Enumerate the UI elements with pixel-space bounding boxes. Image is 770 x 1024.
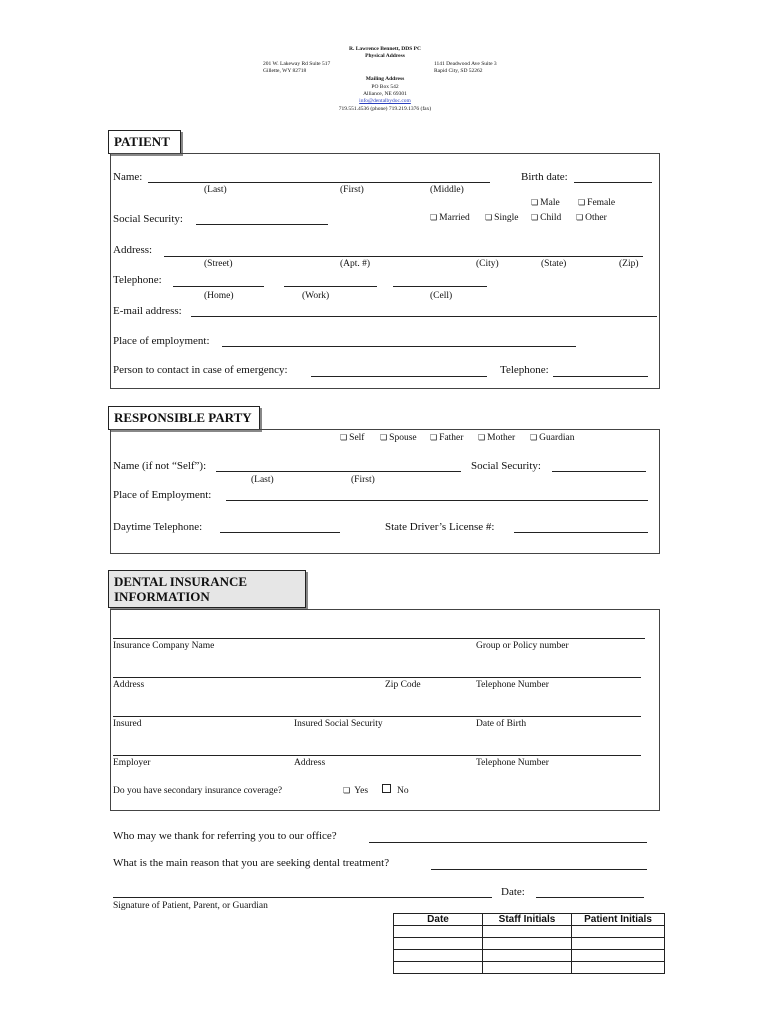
employer-telephone-caption: Telephone Number: [476, 758, 549, 768]
drivers-license-label: State Driver’s License #:: [385, 521, 495, 533]
daytime-telephone-label: Daytime Telephone:: [113, 521, 203, 533]
father-checkbox[interactable]: [430, 433, 463, 443]
other-checkbox[interactable]: [576, 213, 607, 223]
responsible-name-field[interactable]: [216, 471, 461, 472]
checkbox-icon: [578, 198, 587, 208]
reason-question: What is the main reason that you are seeking dental treatment?: [113, 857, 390, 869]
physical-address-label: Physical Address: [365, 53, 405, 59]
guardian-label: Guardian: [539, 433, 575, 443]
employer-field[interactable]: [113, 755, 641, 756]
emergency-contact-field[interactable]: [311, 376, 487, 377]
self-checkbox[interactable]: [340, 433, 364, 443]
married-label: Married: [439, 213, 470, 223]
birth-date-label: Birth date:: [521, 171, 568, 183]
table-cell[interactable]: [483, 938, 572, 950]
responsible-employment-label: Place of Employment:: [113, 489, 212, 501]
insured-field[interactable]: [113, 716, 641, 717]
insurance-company-field[interactable]: [113, 638, 645, 639]
male-label: Male: [540, 198, 560, 208]
daytime-telephone-field[interactable]: [220, 532, 340, 533]
checkbox-icon: [380, 433, 389, 443]
checkbox-icon: [430, 433, 439, 443]
responsible-last-caption: (Last): [251, 475, 274, 485]
employment-field[interactable]: [222, 346, 576, 347]
table-cell[interactable]: [572, 950, 665, 962]
address-left-line1: 201 W. Lakeway Rd Suite 517: [263, 61, 331, 67]
practice-name: R. Lawrence Bennett, DDS PC: [348, 46, 421, 52]
female-label: Female: [587, 198, 616, 208]
insurance-section-title: [108, 570, 306, 608]
referral-field[interactable]: [369, 842, 647, 843]
insured-caption: Insured: [113, 719, 142, 729]
spouse-label: Spouse: [389, 433, 417, 443]
table-cell[interactable]: [483, 926, 572, 938]
guardian-checkbox[interactable]: [530, 433, 575, 443]
table-cell[interactable]: [394, 950, 483, 962]
self-label: Self: [349, 433, 365, 443]
address-left-line2: Gillette, WY 82718: [263, 68, 307, 74]
signature-date-label: Date:: [501, 886, 525, 898]
table-cell[interactable]: [394, 962, 483, 974]
insurance-title-line1: DENTAL INSURANCE: [114, 574, 248, 589]
reason-field[interactable]: [431, 869, 647, 870]
insured-ss-caption: Insured Social Security: [294, 719, 383, 729]
social-security-label: Social Security:: [113, 213, 183, 225]
email-field[interactable]: [191, 316, 657, 317]
phone-fax: 719.551.4536 (phone) 719.219.1376 (fax): [338, 106, 432, 112]
patient-box: [110, 153, 660, 389]
emergency-contact-label: Person to contact in case of emergency:: [113, 364, 288, 376]
address-left: [263, 61, 330, 75]
checkbox-icon: [531, 213, 540, 223]
checkbox-icon: [531, 198, 540, 208]
checkbox-icon: [576, 213, 585, 223]
checkbox-icon: [343, 786, 352, 796]
responsible-ss-label: Social Security:: [471, 460, 541, 472]
emergency-phone-label: Telephone:: [500, 364, 549, 376]
address-field[interactable]: [164, 256, 643, 257]
checkbox-icon: [478, 433, 487, 443]
responsible-ss-field[interactable]: [552, 471, 646, 472]
insurance-address-caption: Address: [113, 680, 145, 690]
insurance-company-caption: Insurance Company Name: [113, 641, 215, 651]
secondary-insurance-question: Do you have secondary insurance coverage?: [113, 786, 283, 796]
social-security-field[interactable]: [196, 224, 328, 225]
drivers-license-field[interactable]: [514, 532, 648, 533]
responsible-first-caption: (First): [351, 475, 375, 485]
home-phone-field[interactable]: [173, 286, 264, 287]
married-checkbox[interactable]: [430, 213, 470, 223]
visit-log-table: [393, 913, 665, 974]
table-cell[interactable]: [483, 950, 572, 962]
table-header-row: [394, 914, 665, 926]
mother-label: Mother: [487, 433, 516, 443]
table-row: [394, 950, 665, 962]
table-row: [394, 962, 665, 974]
checkbox-icon: [530, 433, 539, 443]
address-label: Address:: [113, 244, 153, 256]
single-checkbox[interactable]: [485, 213, 518, 223]
employer-caption: Employer: [113, 758, 151, 768]
father-label: Father: [439, 433, 464, 443]
cell-caption: (Cell): [430, 291, 453, 301]
patient-initials-header: Patient Initials: [572, 914, 665, 926]
secondary-no-checkbox[interactable]: [382, 784, 409, 796]
insurance-title-line2: INFORMATION: [114, 589, 210, 604]
email-label: E-mail address:: [113, 305, 182, 317]
insured-dob-caption: Date of Birth: [476, 719, 527, 729]
single-label: Single: [494, 213, 519, 223]
table-cell[interactable]: [572, 962, 665, 974]
no-label: No: [397, 786, 409, 796]
name-label: Name:: [113, 171, 143, 183]
patient-section-title: PATIENT: [108, 130, 181, 154]
state-caption: (State): [541, 259, 567, 269]
last-caption: (Last): [204, 185, 227, 195]
responsible-employment-field[interactable]: [226, 500, 648, 501]
yes-label: Yes: [354, 786, 369, 796]
employment-label: Place of employment:: [113, 335, 210, 347]
work-caption: (Work): [302, 291, 330, 301]
city-caption: (City): [476, 259, 499, 269]
address-right: [434, 61, 497, 75]
mother-checkbox[interactable]: [478, 433, 515, 443]
name-field[interactable]: [148, 182, 490, 183]
signature-field[interactable]: [113, 897, 492, 898]
responsible-name-label: Name (if not “Self”):: [113, 460, 207, 472]
table-cell[interactable]: [572, 938, 665, 950]
emergency-phone-field[interactable]: [553, 376, 648, 377]
table-row: [394, 938, 665, 950]
insurance-box: [110, 609, 660, 811]
apt-caption: (Apt. #): [340, 259, 371, 269]
mailing-line1: PO Box 542: [371, 84, 399, 90]
referral-question: Who may we thank for referring you to our office?: [113, 830, 337, 842]
middle-caption: (Middle): [430, 185, 464, 195]
signature-caption: Signature of Patient, Parent, or Guardian: [113, 901, 268, 911]
table-cell[interactable]: [394, 926, 483, 938]
mailing-address-label: Mailing Address: [365, 76, 405, 82]
employer-address-caption: Address: [294, 758, 326, 768]
table-cell[interactable]: [572, 926, 665, 938]
table-cell[interactable]: [394, 938, 483, 950]
responsible-section-title: RESPONSIBLE PARTY: [108, 406, 260, 430]
other-label: Other: [585, 213, 607, 223]
work-phone-field[interactable]: [284, 286, 377, 287]
address-right-line2: Rapid City, SD 52262: [434, 68, 483, 74]
staff-initials-header: Staff Initials: [483, 914, 572, 926]
child-label: Child: [540, 213, 562, 223]
insurance-telephone-caption: Telephone Number: [476, 680, 549, 690]
telephone-label: Telephone:: [113, 274, 162, 286]
spouse-checkbox[interactable]: [380, 433, 417, 443]
first-caption: (First): [340, 185, 364, 195]
female-checkbox[interactable]: [578, 198, 615, 208]
table-row: [394, 926, 665, 938]
secondary-yes-checkbox[interactable]: [343, 786, 368, 796]
mailing-line2: Alliance, NE 69301: [363, 91, 407, 97]
checkbox-icon: [382, 784, 391, 793]
date-header: Date: [394, 914, 483, 926]
group-policy-caption: Group or Policy number: [476, 641, 569, 651]
insurance-address-field[interactable]: [113, 677, 641, 678]
insurance-zip-caption: Zip Code: [385, 680, 421, 690]
cell-phone-field[interactable]: [393, 286, 487, 287]
table-cell[interactable]: [483, 962, 572, 974]
birth-date-field[interactable]: [574, 182, 652, 183]
checkbox-icon: [430, 213, 439, 223]
email-link[interactable]: info@dentalbydoc.com: [359, 98, 411, 104]
home-caption: (Home): [204, 291, 234, 301]
child-checkbox[interactable]: [531, 213, 561, 223]
zip-caption: (Zip): [619, 259, 639, 269]
checkbox-icon: [340, 433, 349, 443]
checkbox-icon: [485, 213, 494, 223]
male-checkbox[interactable]: [531, 198, 560, 208]
street-caption: (Street): [204, 259, 233, 269]
address-right-line1: 1141 Deadwood Ave Suite 3: [434, 61, 497, 67]
signature-date-field[interactable]: [536, 897, 644, 898]
